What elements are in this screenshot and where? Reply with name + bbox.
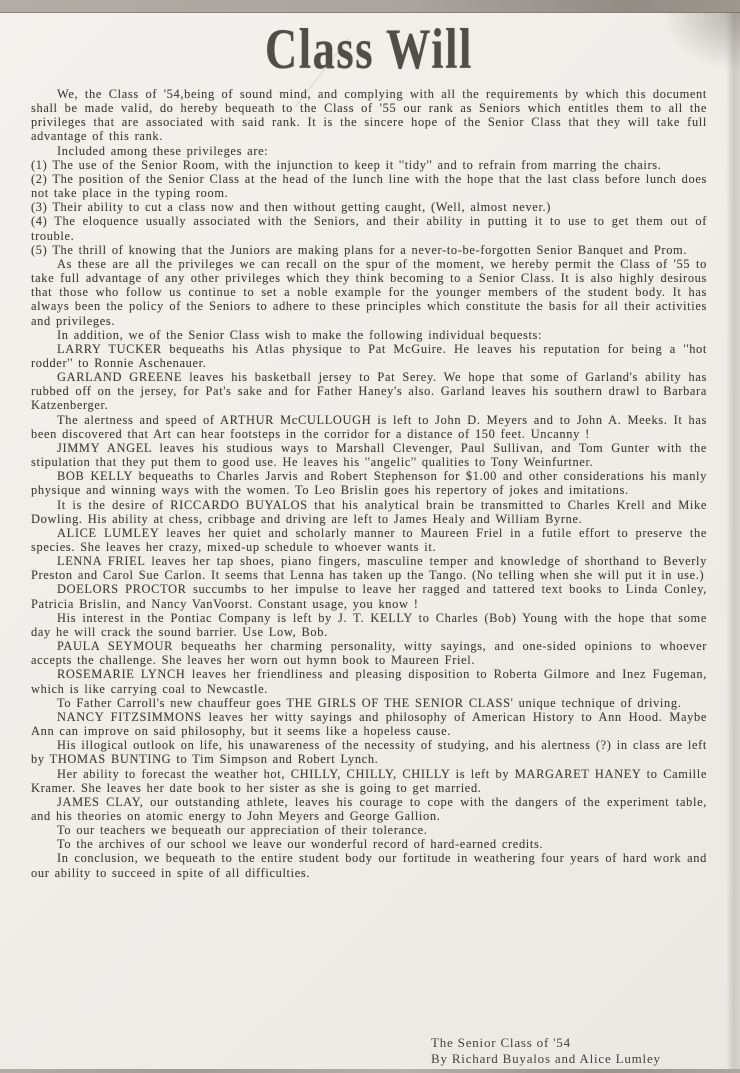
paragraph: PAULA SEYMOUR bequeaths her charming personality, witty sayings, and one-sided opinions to whoever accepts the challenge. She leaves her worn out hymn book to Maureen Friel. [31, 639, 707, 668]
paragraph: To the archives of our school we leave our wonderful record of hard-earned credits. [57, 837, 544, 852]
paragraph: In conclusion, we bequeath to the entire student body our fortitude in weathering four years of hard work and our ability to succeed in spite of all difficulties. [31, 851, 707, 880]
paragraph: JAMES CLAY, our outstanding athlete, leaves his courage to cope with the dangers of the experiment table, and his theories on atomic energy to John Meyers and George Gallion. [31, 794, 707, 823]
scan-edge-top [0, 0, 740, 13]
page-content [31, 20, 707, 1037]
paragraph: To our teachers we bequeath our appreciation of their tolerance. [57, 823, 428, 838]
paragraph: LENNA FRIEL leaves her tap shoes, piano fingers, masculine temper and knowledge of shorthand to Beverly Preston and Carol Sue Carlon. It seems that Lenna has taken up the Tango. (No telling when she will put it in use.) [31, 554, 707, 583]
privilege-list-item: (5) The thrill of knowing that the Juniors are making plans for a never-to-be-forgotten Senior Banquet and Prom. [31, 242, 688, 257]
paragraph: DOELORS PROCTOR succumbs to her impulse to leave her ragged and tattered text books to Linda Conley, Patricia Brislin, and Nancy VanVoorst. Constant usage, you know ! [31, 582, 707, 611]
privilege-list-item: (3) Their ability to cut a class now and then without getting caught, (Well, almost never.) [31, 200, 552, 215]
paragraph: In addition, we of the Senior Class wish to make the following individual bequests: [57, 327, 543, 342]
paragraph: ALICE LUMLEY leaves her quiet and scholarly manner to Maureen Friel in a futile effort to preserve the species. She leaves her crazy, mixed-up schedule to whoever wants it. [31, 525, 707, 554]
paragraph: Included among these privileges are: [57, 143, 269, 158]
paragraph: BOB KELLY bequeaths to Charles Jarvis and Robert Stephenson for $1.00 and other considerations his manly physique and winning ways with the women. To Leo Brislin goes his repertory of jokes and imitations. [31, 469, 707, 498]
paragraph: ROSEMARIE LYNCH leaves her friendliness and pleasing disposition to Roberta Gilmore and Inez Fugeman, which is like carrying coal to Newcastle. [31, 667, 707, 696]
paragraph: His illogical outlook on life, his unawareness of the necessity of studying, and his alertness (?) in class are left by THOMAS BUNTING to Tim Simpson and Robert Lynch. [31, 738, 707, 767]
scan-edge-bottom [0, 1069, 740, 1073]
will-text [31, 87, 707, 1037]
paragraph: We, the Class of '54,being of sound mind, and complying with all the requirements by which this document shall be made valid, do hereby bequeath to the Class of '55 our rank as Seniors which entitles them to all the privileges that are associated with said rank. It is the sincere hope of the Senior Class that they will take full advantage of this rank. [31, 87, 707, 144]
page-title: Class Will [265, 18, 473, 81]
signature-line-class: The Senior Class of '54 [431, 1035, 571, 1050]
paragraph: As these are all the privileges we can recall on the spur of the moment, we hereby permit the Class of '55 to take full advantage of any other privileges which they think becoming to a Senior Class. It is also highly desirous that those who follow us continue to set a noble example for the younger members of the student body. It has always been the policy of the Seniors to adhere to these principles which constitute the basis for all their activities and privileges. [31, 256, 707, 328]
paragraph: LARRY TUCKER bequeaths his Atlas physique to Pat McGuire. He leaves his reputation for being a ''hot rodder'' to Ronnie Aschenauer. [31, 341, 707, 370]
paragraph: GARLAND GREENE leaves his basketball jersey to Pat Serey. We hope that some of Garland's ability has rubbed off on the jersey, for Pat's sake and for Father Haney's also. Garland leaves his southern drawl to Barbara Katzenberger. [31, 370, 707, 413]
signature-block [431, 1035, 661, 1066]
paragraph: The alertness and speed of ARTHUR McCULLOUGH is left to John D. Meyers and to John A. Meeks. It has been discovered that Art can hear footsteps in the corridor for a distance of 150 feet. Uncanny ! [31, 412, 707, 441]
paragraph: It is the desire of RICCARDO BUYALOS that his analytical brain be transmitted to Charles Krell and Mike Dowling. His ability at chess, cribbage and driving are left to James Healy and William Byrne. [31, 497, 707, 526]
paragraph: His interest in the Pontiac Company is left by J. T. KELLY to Charles (Bob) Young with the hope that some day he will crack the sound barrier. Use Low, Bob. [31, 610, 707, 639]
signature-line-authors: By Richard Buyalos and Alice Lumley [431, 1050, 661, 1066]
privilege-list-item: (4) The eloquence usually associated with the Seniors, and their ability in putting it to use to get them out of trouble. [31, 214, 707, 243]
paragraph: To Father Carroll's new chauffeur goes THE GIRLS OF THE SENIOR CLASS' unique technique of driving. [57, 695, 682, 710]
paragraph: NANCY FITZSIMMONS leaves her witty sayings and philosophy of American History to Ann Hood. Maybe Ann can improve on said philosophy, but it seems like a hopeless cause. [31, 709, 707, 739]
privilege-list-item: (1) The use of the Senior Room, with the injunction to keep it ''tidy'' and to refrain from marring the chairs. [31, 157, 662, 172]
paragraph: Her ability to forecast the weather hot, CHILLY, CHILLY, CHILLY is left by MARGARET HANEY to Camille Kramer. She leaves her date book to her sister as she is going to get married. [31, 766, 707, 795]
paragraph: JIMMY ANGEL leaves his studious ways to Marshall Clevenger, Paul Sullivan, and Tom Gunter with the stipulation that they put them to good use. He leaves his ''angelic'' qualities to Tony Weinfurtner. [31, 440, 707, 470]
scan-edge-right [726, 13, 740, 1073]
privilege-list-item: (2) The position of the Senior Class at the head of the lunch line with the hope that the last class before lunch does not take place in the typing room. [31, 171, 707, 201]
